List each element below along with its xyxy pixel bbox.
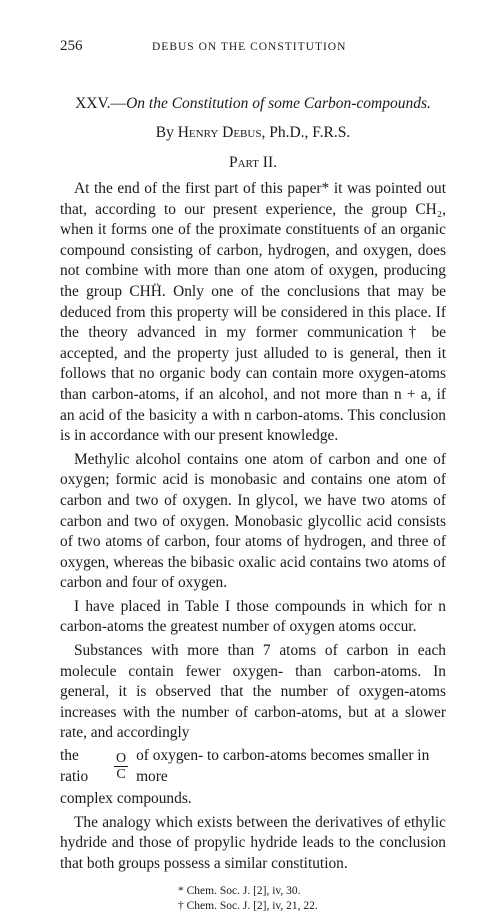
author-degrees: , Ph.D., F.R.S. xyxy=(261,124,351,141)
article-title xyxy=(60,95,446,113)
ratio-before: the ratio xyxy=(60,747,89,785)
paragraph: Methylic alcohol contains one atom of carbon and one of oxygen; formic acid is monobasic and contains one atom of carbon and two of oxygen. In glycol, we have two atoms of carbon and two of oxygen. Monobasic glycollic acid consists of two atoms of carbon, four atoms of hydrogen, and three of oxygen, whereas the bibasic oxalic acid contains two atoms of carbon and four of oxygen. xyxy=(60,450,446,592)
footnote: † Chem. Soc. J. [2], iv, 21, 22. xyxy=(178,899,318,912)
paragraph: The analogy which exists between the derivatives of ethylic hydride and those of propylic hydride leads to the conclusion that both groups possess a similar constitution. xyxy=(60,813,446,872)
ratio-line xyxy=(60,746,446,787)
part-heading: Part II. xyxy=(228,154,278,171)
ratio-denominator: C xyxy=(116,767,126,783)
footnotes xyxy=(60,884,446,914)
author-line xyxy=(60,124,446,142)
running-header xyxy=(60,38,446,60)
ratio-continuation: complex compounds. xyxy=(60,790,192,808)
footnote: * Chem. Soc. J. [2], iv, 30. xyxy=(178,884,301,897)
ratio-fraction xyxy=(114,751,128,782)
title-text: On the Constitution of some Carbon-compounds. xyxy=(126,95,431,112)
page-number: 256 xyxy=(60,38,83,54)
ratio-numerator: O xyxy=(115,751,127,767)
paragraph: Substances with more than 7 atoms of carbon in each molecule contain fewer oxygen- than carbon-atoms. In general, it is observed that the number of oxygen-atoms increases with the number of carbon-atoms, but at a slower rate, and accordingly xyxy=(60,642,446,742)
author-by: By xyxy=(155,124,174,141)
paragraph: At the end of the first part of this paper* it was pointed out that, according to our present experience, the group CH₂, when it forms one of the proximate constituents of an organic compound consisting of carbon, hydrogen, and oxygen, does not combine with more than one atom of oxygen, producing the group CHḦ. Only one of the conclusions that may be deduced from this property will be considered in this place. If the theory advanced in my former communication† be accepted, and the property just alluded to is general, then it follows that no organic body can contain more oxygen-atoms than carbon-atoms, if an alcohol, and not more than n + a, if an acid of the basicity a with n carbon-atoms. This conclusion is in accordance with our present knowledge. xyxy=(60,180,446,445)
title-prefix: XXV.— xyxy=(75,95,127,112)
page xyxy=(60,38,446,914)
paragraph: I have placed in Table I those compounds in which for n carbon-atoms the greatest number of oxygen atoms occur. xyxy=(60,597,446,636)
author-name: Henry Debus xyxy=(177,124,262,141)
ratio-after: of oxygen- to carbon-atoms becomes smaller in more xyxy=(136,747,430,785)
running-title: DEBUS ON THE CONSTITUTION xyxy=(152,41,347,53)
